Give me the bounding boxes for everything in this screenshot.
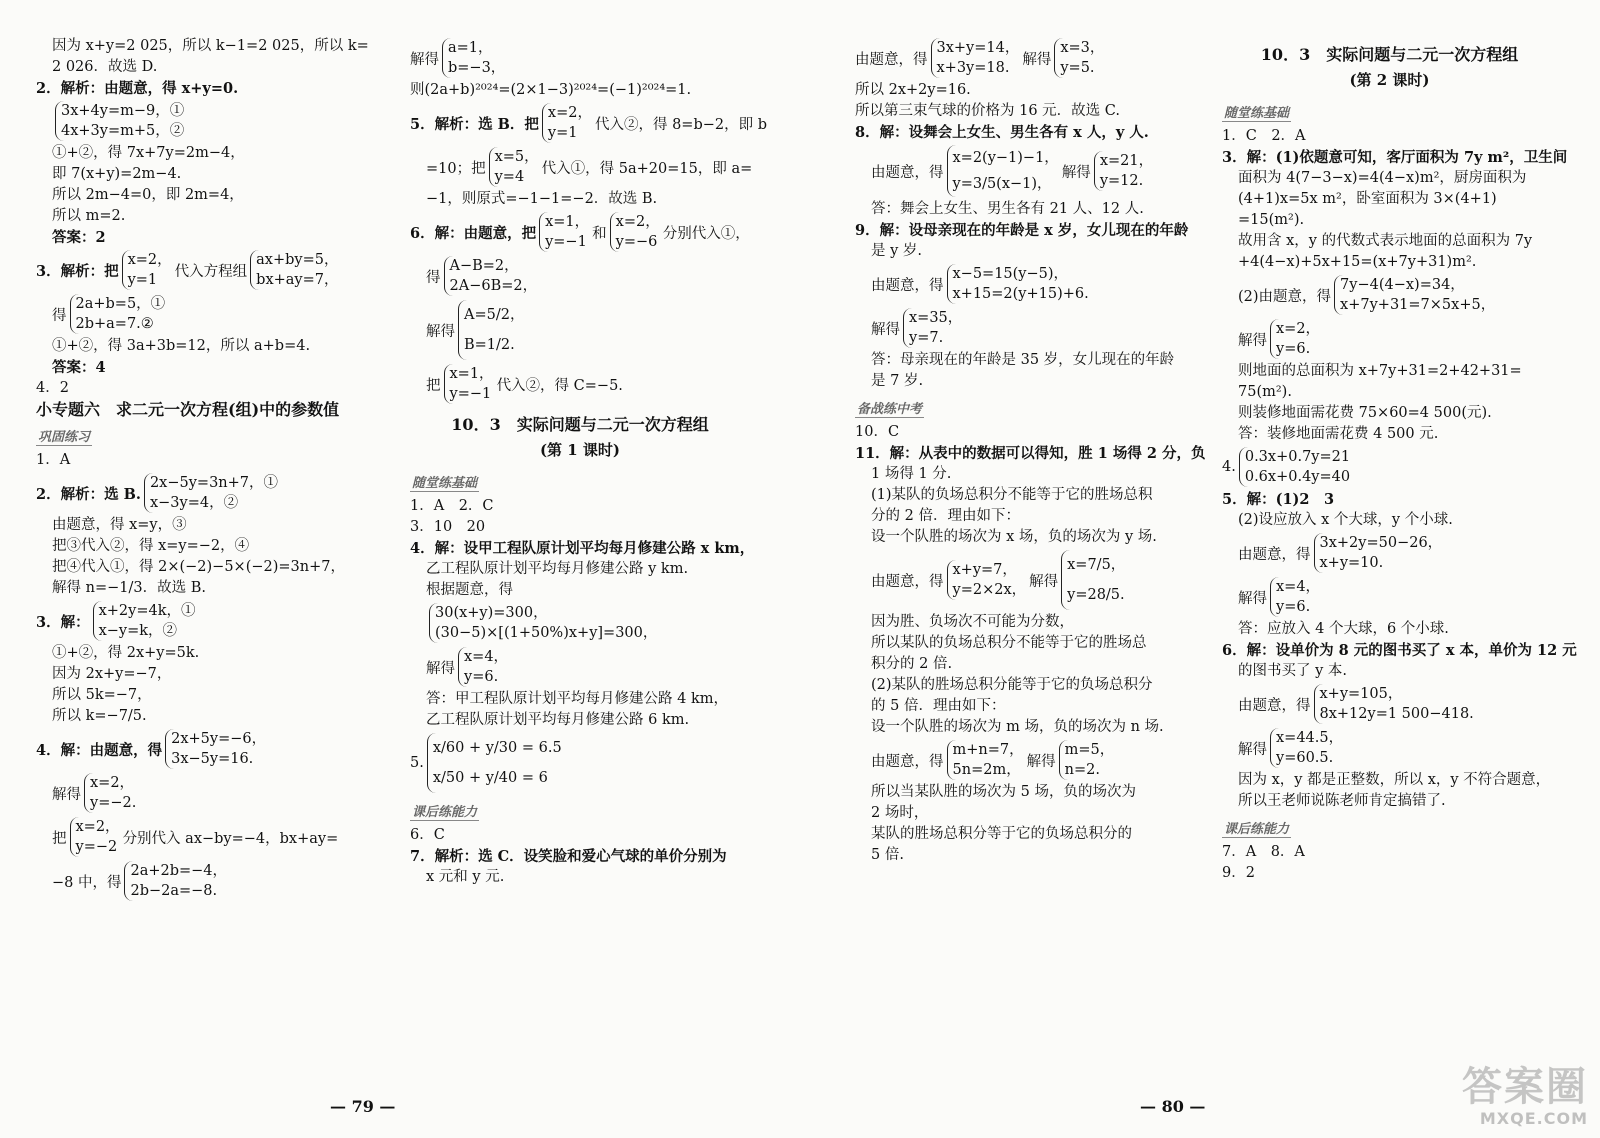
text-line: 8．解：设舞会上女生、男生各有 x 人，y 人. [855,124,1149,141]
watermark-logo: 答案圈 [1462,1064,1588,1110]
text-line: 所以 k=−7/5. [52,708,147,724]
section-label: 课后练能力 [1222,818,1291,838]
text-line: 所以 2x+2y=16. [855,82,971,98]
text-line: 是 y 岁. [871,243,923,259]
text-line: 所以某队的负场总积分不能等于它的胜场总 [871,635,1147,651]
text-line: 4．解：设甲工程队原计划平均每月修建公路 x km， [410,540,755,557]
equation-system: 30(x+y)=300， (30−5)×[(1+50%)x+y]=300， [410,601,750,645]
text-line: 则装修地面需花费 75×60=4 500(元). [1238,405,1492,421]
text-line: 11．解：从表中的数据可以得知，胜 1 场得 2 分，负 [855,445,1206,462]
text-line: 1．A 2．C [410,498,494,514]
p2-row: 2．解析：选 B. 2x−5y=3n+7，① x−3y=4，② [36,475,279,511]
text-line: 根据题意，得 [426,582,513,598]
text-line: +4(4−x)+5x+15=(x+7y+31)m². [1238,254,1477,270]
text-line: 因为胜、负场次不可能为分数， [871,614,1074,630]
text-line: 因为 2x+y=−7， [52,666,172,682]
r6-row: 由题意，得 x+y=105， 8x+12y=1 500−418. [1238,686,1474,722]
column-1 [36,36,369,903]
r4-solve-row: 解得 x=4， y=6. [426,649,509,685]
text-line: 7．解析：选 C．设笑脸和爱心气球的单价分别为 [410,848,727,865]
text-line: 的图书买了 y 本. [1238,663,1348,679]
text-line: 2 场时， [871,805,929,821]
text-line: 面积为 4(7−3−x)=4(4−x)m²，厨房面积为 [1238,170,1527,186]
column-3 [855,36,1206,866]
column-2 [410,36,767,888]
text-line: (4+1)x=5x m²，卧室面积为 3×(4+1) [1238,191,1497,207]
text-line: 则地面的总面积为 x+7y+31=2+42+31= [1238,363,1522,379]
q6-row-4: 把 x=1， y=−1 代入②，得 C=−5. [426,366,623,402]
solve-row: 由题意，得 3x+y=14， x+3y=18. 解得 x=3， y=5. [855,40,1105,76]
lesson-subheading: (第 1 课时) [539,441,621,459]
text-line: 故用含 x，y 的代数式表示地面的总面积为 7y [1238,233,1533,249]
column-4 [1222,36,1577,884]
q6-row: 6．解：由题意，把 x=1， y=−1 和 x=2， y=−6 分别代入①， [410,214,750,250]
text-line: 答：装修地面需花费 4 500 元. [1238,426,1439,442]
p4-row-2: 解得 x=2， y=−2. [52,775,137,811]
text-line: 3．解：(1)依题意可知，客厅面积为 7y m²，卫生间 [1222,149,1568,166]
section-label: 备战练中考 [855,398,924,418]
p3-row: 3．解： x+2y=4k，① x−y=k，② [36,603,196,639]
p4-row: 4．解：由题意，得 2x+5y=−6， 3x−5y=16. [36,731,267,767]
topic-heading: 小专题六 求二元一次方程(组)中的参数值 [36,400,340,419]
text-line: 7．A 8．A [1222,844,1305,860]
lesson-subheading: (第 2 课时) [1349,71,1430,89]
r3-row-2: 解得 x=2， y=6. [1238,321,1321,357]
text-line: 因为 x，y 都是正整数，所以 x，y 不符合题意， [1238,772,1551,788]
q2-heading: 2．解析：由题意，得 x+y=0. [36,80,239,97]
text-line: 答：应放入 4 个大球，6 个小球. [1238,621,1449,637]
r4-row: 4. 0.3x+0.7y=21 0.6x+0.4y=40 [1222,449,1351,485]
text-line: 答：舞会上女生、男生各有 21 人、12 人. [871,201,1144,217]
text-line: 设一个队胜的场次为 m 场，负的场次为 n 场. [871,719,1164,735]
r5-row: 5. x/60 + y/30 = 6.5 x/50 + y/40 = 6 [410,731,750,795]
r5-row: 由题意，得 3x+2y=50−26， x+y=10. [1238,535,1443,571]
r6-row-2: 解得 x=44.5， y=60.5. [1238,730,1344,766]
text-line: 答：母亲现在的年龄是 35 岁，女儿现在的年龄 [871,352,1175,368]
text-line: 6．C [410,827,445,843]
text-line: 3．10 20 [410,519,486,535]
text-line: 把④代入①，得 2×(−2)−5×(−2)=3n+7， [52,559,345,575]
text-line: 所以王老师说陈老师肯定搞错了. [1238,793,1446,809]
text-line: 5 倍. [871,847,904,863]
text-line: 的 5 倍．理由如下： [871,698,1006,714]
text-line: 1．C 2．A [1222,128,1306,144]
text-line: x 元和 y 元. [426,869,505,885]
text-line: 所以当某队胜的场次为 5 场，负的场次为 [871,784,1136,800]
text-line: 由题意，得 x=y，③ [52,517,187,533]
section-label: 随堂练基础 [410,472,479,492]
text-line: 则(2a+b)²⁰²⁴=(2×1−3)²⁰²⁴=(−1)²⁰²⁴=1. [410,82,692,98]
text-line: ①+②，得 7x+7y=2m−4， [52,145,245,161]
solve-row: 解得 a=1， b=−3， [410,40,506,76]
q8-row: 由题意，得 x=2(y−1)−1， y=3/5(x−1)， 解得 x=21， y=12. [855,143,1190,199]
section-heading: 10．3 实际问题与二元一次方程组 [451,415,709,434]
text-line: (2)设应放入 x 个大球，y 个小球. [1238,512,1453,528]
equation-system: 3x+4y=m−9，① 4x+3y=m+5，② [36,99,366,143]
text-line: 所以第三束气球的价格为 16 元．故选 C. [855,103,1120,119]
text-line: 75(m²). [1238,384,1292,400]
page-number-left: — 79 — [330,1097,396,1116]
text-line: 即 7(x+y)=2m−4. [52,166,182,182]
text-line: (1)某队的负场总积分不能等于它的胜场总积 [871,487,1153,503]
text-line: 6．解：设单价为 8 元的图书买了 x 本，单价为 12 元 [1222,642,1577,659]
text-line: 是 7 岁. [871,373,924,389]
section-heading: 10．3 实际问题与二元一次方程组 [1260,45,1519,64]
q9-row: 由题意，得 x−5=15(y−5)， x+15=2(y+15)+6. [871,266,1089,302]
text-line: 解得 n=−1/3．故选 B. [52,580,206,596]
text-line: 1．A [36,452,71,468]
text-line: ①+②，得 3a+3b=12，所以 a+b=4. [52,338,311,354]
text-line: 所以 m=2. [52,208,126,224]
text-line: 5．解：(1)2 3 [1222,491,1335,508]
q6-row-3: 解得 A=5/2， B=1/2. [410,298,750,362]
text-line: 乙工程队原计划平均每月修建公路 y km. [426,561,689,577]
r3-row: (2)由题意，得 7y−4(4−x)=34， x+7y+31=7×5x+5， [1238,277,1496,313]
q5-row: 5．解析：选 B．把 x=2， y=1 代入②，得 8=b−2，即 b [410,105,767,141]
answer-line: 答案：2 [52,229,106,246]
answer-line: 答案：4 [52,359,106,376]
q3-row: 3．解析：把 x=2， y=1 代入方程组 ax+by=5， bx+ay=7， [36,252,339,288]
text-line: 积分的 2 倍. [871,656,953,672]
p4-row-3: 把 x=2， y=−2 分别代入 ax−by=−4，bx+ay= [52,819,339,855]
q11-row: 由题意，得 x+y=7， y=2×2x， 解得 x=7/5， y=28/5. [855,548,1190,612]
q6-row-2: 得 A−B=2， 2A−6B=2， [426,258,538,294]
text-line: 设一个队胜的场次为 x 场，负的场次为 y 场. [871,529,1157,545]
watermark-url: MXQE.COM [1479,1109,1588,1128]
section-label: 随堂练基础 [1222,102,1291,122]
text-line: 所以 2m−4=0，即 2m=4， [52,187,244,203]
p4-row-4: −8 中，得 2a+2b=−4， 2b−2a=−8. [52,863,228,899]
watermark [1438,1065,1588,1128]
text-line: 所以 5k=−7， [52,687,152,703]
text-line: 答：甲工程队原计划平均每月修建公路 4 km， [426,691,728,707]
text-line: 1 场得 1 分. [871,466,952,482]
text-line: 某队的胜场总积分等于它的负场总积分的 [871,826,1132,842]
text-line: 9．2 [1222,865,1255,881]
section-label: 课后练能力 [410,801,479,821]
page-number-right: — 80 — [1140,1097,1206,1116]
text-line: −1，则原式=−1−1=−2．故选 B. [426,191,658,207]
section-label: 巩固练习 [36,426,92,446]
text-line: ①+②，得 2x+y=5k. [52,645,200,661]
q11-row-2: 由题意，得 m+n=7， 5n=2m， 解得 m=5， n=2. [871,742,1115,778]
q9-row-2: 解得 x=35， y=7. [871,310,963,346]
r5-row-2: 解得 x=4， y=6. [1238,579,1321,615]
text-line: 分的 2 倍．理由如下： [871,508,1020,524]
text-line: 9．解：设母亲现在的年龄是 x 岁，女儿现在的年龄 [855,222,1189,239]
text-line: 乙工程队原计划平均每月修建公路 6 km. [426,712,690,728]
q4-answer: 4．2 [36,380,69,396]
text-line: 把③代入②，得 x=y=−2，④ [52,538,250,554]
text-line: =15(m²). [1238,212,1305,228]
text-line: 10．C [855,424,900,440]
text-line: 2 026．故选 D. [52,59,158,75]
q5-row-2: =10；把 x=5， y=4 代入①，得 5a+20=15，即 a= [426,149,753,185]
text-line: 因为 x+y=2 025，所以 k−1=2 025，所以 k= [52,38,369,54]
q3-row-2: 得 2a+b=5，① 2b+a=7.② [52,296,166,332]
text-line: (2)某队的胜场总积分能等于它的负场总积分 [871,677,1153,693]
